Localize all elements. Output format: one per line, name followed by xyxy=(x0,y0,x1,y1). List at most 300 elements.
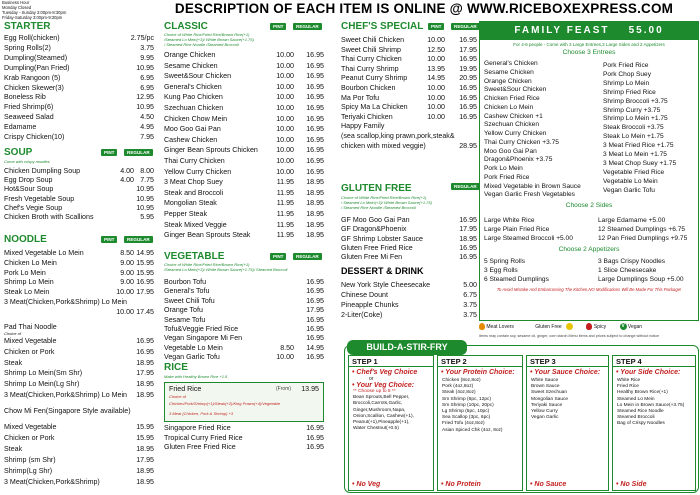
hours-line: Friday-Saturday 3:00pm-9:30pm xyxy=(2,15,63,20)
chow-mi-fen-item-name: Steak xyxy=(4,445,23,453)
starter-item-name: Boneless Rib xyxy=(4,93,46,102)
chow-mi-fen-item-price: 18.95 xyxy=(136,467,154,475)
starter-item-name: Dumpling(Pan Fried) xyxy=(4,63,70,72)
step-2-heading: STEP 2 xyxy=(438,356,522,367)
classic-item-name: Steak Mixed Veggie xyxy=(164,220,227,229)
chow-mi-fen-item-name: Chicken or Pork xyxy=(4,434,55,442)
pad-thai-item-price: 16.95 xyxy=(136,337,154,345)
entree-option: Shrimp Fried Rice xyxy=(603,88,656,96)
step-option: Pork (4oz,8oz) xyxy=(442,384,474,390)
soup-item-regular-price: 5.95 xyxy=(140,213,154,221)
step-option: Vegan Garlic xyxy=(531,415,559,421)
noodle-item-pint-price: 10.00 xyxy=(116,288,134,297)
noodle-item-pint-price: 10.00 xyxy=(116,307,134,316)
dessert-item-name: Chinese Dount xyxy=(341,291,388,299)
gluten-free-item-price: 16.95 xyxy=(459,243,477,252)
step-option: Mongolian Sauce xyxy=(531,396,569,402)
step-option: White Rice xyxy=(617,378,641,383)
starter-title: STARTER xyxy=(4,21,51,32)
step-option: Fried Tofu (4oz,8oz) xyxy=(442,421,485,427)
classic-item-pint-price: 10.00 xyxy=(276,61,294,70)
chow-mi-fen-item-name: Shrimp(Lg Shr) xyxy=(4,467,53,475)
classic-item-pint-price: 10.00 xyxy=(276,167,294,176)
dessert-item-name: New York Style Cheesecake xyxy=(341,281,431,289)
soup-item-name: Hot&Sour Soup xyxy=(4,185,54,194)
starter-item-name: Egg Roll(chicken) xyxy=(4,34,60,42)
chow-mi-fen-item-name: 3 Meat(Chicken,Pork&Shrimp) xyxy=(4,478,100,486)
classic-item-regular-price: 16.95 xyxy=(306,93,324,102)
pad-thai-item-name: Shrimp Lo Mein(Lg Shr) xyxy=(4,380,80,389)
entree-option: Steak Broccoli +3.75 xyxy=(603,124,664,132)
regular-badge: REGULAR xyxy=(451,183,480,190)
pint-badge: PINT xyxy=(428,23,444,30)
appetizer-option: 1 Slice Cheesecake xyxy=(598,267,657,274)
classic-item-pint-price: 11.95 xyxy=(276,199,294,208)
step-2-none-label: No Protein xyxy=(445,481,481,488)
classic-item-pint-price: 11.95 xyxy=(276,188,294,197)
chow-mi-fen-item-price: 17.95 xyxy=(136,456,154,464)
entree-option: Shrimp Lo Mein +1.75 xyxy=(603,115,668,123)
starter-item-name: Crispy Chicken(10) xyxy=(4,133,65,141)
side-option: Large Plain Fried Rice xyxy=(484,226,550,233)
gluten-free-note-3: / Steamed Rice Noodle /Steamed Broccoli xyxy=(341,205,416,210)
classic-item-regular-price: 18.95 xyxy=(306,220,324,229)
pint-badge: PINT xyxy=(270,23,286,30)
vegetable-note-1: Choice of White Rice/Fried Rice/Brown Rice(+1) xyxy=(164,262,250,267)
dessert-title: DESSERT & DRINK xyxy=(341,266,424,276)
step-option: Teriyaki Sauce xyxy=(531,402,563,408)
soup-item-regular-price: 8.00 xyxy=(140,167,154,175)
entree-option: Shrimp Broccoli +3.75 xyxy=(603,97,668,105)
entree-option: Vegan Garlic Fresh Vegetables xyxy=(484,191,575,199)
noodle-item-pint-price: 9.00 xyxy=(120,258,134,267)
step-1-note: ** Choose up to 5 ** xyxy=(353,389,396,394)
entree-option: Shrimp Lo Mein xyxy=(603,79,650,87)
step-option: Water Chestnut(+0.5) xyxy=(353,426,399,432)
gluten-free-item-name: Gluten Free Fried Rice xyxy=(341,243,413,252)
soup-item-regular-price: 10.95 xyxy=(136,185,154,194)
pad-thai-item-price: 18.95 xyxy=(136,358,154,367)
classic-note-2: /Steamed Lo Mein(+3)/ White Brown Sauce(+1.75) xyxy=(164,37,254,42)
build-stir-fry-title: BUILD-A-STIR-FRY xyxy=(347,340,467,355)
step-3-choice: • Your Sauce Choice: xyxy=(530,369,601,376)
classic-item-regular-price: 16.95 xyxy=(306,125,324,134)
step-option: Steamed Broccoli xyxy=(617,415,655,421)
chefs-special-item-name: Thai Curry Shrimp xyxy=(341,64,399,73)
step-2-box xyxy=(437,355,523,491)
classic-item-regular-price: 18.95 xyxy=(306,210,324,218)
starter-item-price: 6.95 xyxy=(140,73,154,82)
classic-item-name: Steak and Broccoli xyxy=(164,188,224,197)
chefs-special-item-pint-price: 10.00 xyxy=(427,93,445,102)
vegan-icon: V xyxy=(621,323,625,329)
noodle-item-name: Chicken Lo Mein xyxy=(4,258,57,267)
classic-item-pint-price: 10.00 xyxy=(276,72,294,81)
entrees-title: Choose 3 Entrees xyxy=(562,49,616,56)
classic-item-regular-price: 18.95 xyxy=(306,199,324,208)
pint-badge: PINT xyxy=(101,149,117,156)
classic-item-pint-price: 10.00 xyxy=(276,104,294,112)
pad-thai-item-name: Shrimp Lo Mein(Sm Shr) xyxy=(4,369,83,378)
chefs-special-item-regular-price: 16.95 xyxy=(459,84,477,92)
chefs-special-item-name: (sea scallop,king prawn,pork,steak& xyxy=(341,132,455,140)
legend-spicy: Spicy xyxy=(593,323,607,330)
entree-option: Chicken Lo Mein xyxy=(484,103,534,111)
classic-item-pint-price: 10.00 xyxy=(276,114,294,123)
starter-item-name: Chicken Skewer(3) xyxy=(4,83,64,92)
classic-item-pint-price: 11.95 xyxy=(276,210,294,218)
step-4-none-label: No Side xyxy=(620,481,647,488)
regular-badge: REGULAR xyxy=(124,149,153,156)
entree-option: Moo Goo Gai Pan xyxy=(484,147,537,155)
chefs-special-title: CHEF'S SPECIAL xyxy=(341,21,424,32)
step-option: Ginger,Mushroom,Napa, xyxy=(353,407,406,413)
entree-option: Vegetable Fried Rice xyxy=(603,168,665,176)
entree-option: Shrimp Curry +3.75 xyxy=(603,106,661,114)
legend-disclaimer: Items may contain soy, sesame oil, ginger, corn starch.Menu items and prices subject to change without notice xyxy=(479,334,660,338)
soup-item-name: Chicken Dumpling Soup xyxy=(4,167,81,175)
chefs-special-item-name: Bourbon Chicken xyxy=(341,84,396,92)
noodle-item-name: Shrimp Lo Mein xyxy=(4,278,54,287)
classic-item-regular-price: 16.95 xyxy=(306,167,324,176)
classic-note-3: / Steamed Rice Noodle /Steamed Broccoli xyxy=(164,42,239,47)
step-1-your-choice-label: Your Veg Choice: xyxy=(356,382,415,389)
pad-thai-item-name: Chicken or Pork xyxy=(4,347,55,356)
vegetable-item-regular-price: 14.95 xyxy=(306,343,324,352)
step-1-heading: STEP 1 xyxy=(349,356,433,367)
step-2-none: • No Protein xyxy=(441,481,481,488)
classic-item-name: Kung Pao Chicken xyxy=(164,93,223,102)
step-option: Yellow Curry xyxy=(531,409,558,415)
starter-item-price: 4.95 xyxy=(140,123,154,132)
step-option: Broccoli,Carrots,Garlic, xyxy=(353,401,403,407)
classic-item-regular-price: 18.95 xyxy=(306,178,324,187)
starter-item-name: Edamame xyxy=(4,123,37,132)
chefs-special-item-pint-price: 10.00 xyxy=(427,103,445,112)
step-option: Sea Scallop (3pc, 6pc) xyxy=(442,415,491,421)
step-4-box xyxy=(612,355,696,491)
classic-item-regular-price: 16.95 xyxy=(306,61,324,70)
entree-option: 3 Meat Lo Mein +1.75 xyxy=(603,151,667,158)
chefs-special-item-regular-price: 19.95 xyxy=(459,64,477,73)
chefs-special-item-regular-price: 28.95 xyxy=(459,141,477,150)
side-option: 12 Steamed Dumplings +6.75 xyxy=(598,226,686,233)
gluten-free-note-1: Choice of White Rice/Fried Rice/Brown Rice(+1) xyxy=(341,195,427,200)
pad-thai-item-price: 18.95 xyxy=(136,380,154,389)
entree-option: General's Chicken xyxy=(484,60,538,67)
family-feast-box xyxy=(479,21,699,321)
pad-thai-item-name: Mixed Vegetable xyxy=(4,337,57,345)
chefs-special-item-regular-price: 17.95 xyxy=(459,45,477,54)
vegetable-item-name: Orange Tofu xyxy=(164,306,203,315)
entree-option: Mixed Vegetable in Brown Sauce xyxy=(484,182,581,190)
noodle-title: NOODLE xyxy=(4,234,47,245)
step-option: Steamed Rice Noodle xyxy=(617,409,664,415)
classic-item-name: Pepper Steak xyxy=(164,210,207,218)
soup-item-name: Fresh Vegetable Soup xyxy=(4,194,75,203)
rice-note: Make with Healthy Brown Rice +1.5 xyxy=(164,374,228,379)
classic-item-name: Ginger Bean Sprouts Chicken xyxy=(164,146,258,155)
chefs-special-item-name: Sweet Chili Shrimp xyxy=(341,45,401,54)
step-2-choice-label: Your Protein Choice: xyxy=(445,369,515,376)
chefs-special-item-regular-price: 16.95 xyxy=(459,93,477,102)
starter-item-name: Seaweed Salad xyxy=(4,113,54,122)
entree-option: Pork Fried Rice xyxy=(484,173,530,181)
family-feast-header xyxy=(480,22,698,40)
hours-line: Tuesday - Sunday 3:00pm-8:30pm xyxy=(2,10,67,15)
starter-item-price: 7.95 xyxy=(140,133,154,141)
classic-item-regular-price: 16.95 xyxy=(306,51,324,59)
gluten-free-title: GLUTEN FREE xyxy=(341,183,412,194)
entree-option: Thai Curry Chicken +3.75 xyxy=(484,138,559,146)
side-option: Large Edamame +5.00 xyxy=(598,217,666,224)
step-2-choice: • Your Protein Choice: xyxy=(441,369,515,376)
entree-option: Chicken Fried Rice xyxy=(484,95,540,102)
soup-item-regular-price: 10.95 xyxy=(136,194,154,203)
chefs-special-item-pint-price: 12.50 xyxy=(427,45,445,54)
chefs-special-item-regular-price: 16.95 xyxy=(459,55,477,64)
entree-option: 3 Meat Fried Rice +1.75 xyxy=(603,142,674,150)
gluten-free-note-2: / Steamed Lo Mein(+3)/ White Brown Sauce(+1.75) xyxy=(341,200,432,205)
rice-item-price: 16.95 xyxy=(306,443,324,452)
chefs-special-item-regular-price: 16.95 xyxy=(459,112,477,121)
vegetable-item-regular-price: 16.95 xyxy=(306,296,324,305)
pad-thai-note: Choice of xyxy=(4,331,21,336)
entree-option: Dragon&Phoenix +3.75 xyxy=(484,156,553,164)
starter-item-price: 10.95 xyxy=(136,103,154,112)
classic-item-name: Chicken Chow Mein xyxy=(164,114,228,123)
pint-badge: PINT xyxy=(270,253,286,260)
vegetable-item-regular-price: 16.95 xyxy=(306,353,324,362)
dessert-item-price: 3.75 xyxy=(463,301,477,309)
noodle-item-regular-price: 14.95 xyxy=(136,249,154,257)
step-option: Sm Shrimp (10pc, 20pc) xyxy=(442,402,494,408)
fried-rice-choice-label: Choice of xyxy=(169,394,186,399)
pad-thai-item-price: 17.95 xyxy=(136,369,154,378)
fried-rice-title: Fried Rice xyxy=(169,385,202,393)
soup-item-name: Egg Drop Soup xyxy=(4,176,53,185)
side-option: Large White Rice xyxy=(484,217,535,224)
classic-item-regular-price: 16.95 xyxy=(306,72,324,81)
classic-item-pint-price: 11.95 xyxy=(276,178,294,187)
entree-option: Pork Chop Suey xyxy=(603,70,652,78)
gluten-free-icon xyxy=(566,323,573,330)
hours-line: Monday Closed xyxy=(2,5,32,10)
pint-badge: PINT xyxy=(101,236,117,243)
fried-rice-three-meat: 3 Meat (Chicken, Pork & Shrimp) +3 xyxy=(169,411,234,416)
step-4-choice-label: Your Side Choice: xyxy=(620,369,681,376)
hours-line: Business Hour xyxy=(2,0,30,5)
classic-item-name: General's Chicken xyxy=(164,82,222,91)
chefs-special-item-pint-price: 10.00 xyxy=(427,36,445,44)
entree-option: Cashew Chicken +1 xyxy=(484,112,543,120)
gluten-free-item-price: 17.95 xyxy=(459,225,477,234)
step-3-list xyxy=(527,378,608,421)
step-option: Peanut(+1),Pineapple(+1), xyxy=(353,420,410,426)
classic-item-pint-price: 11.95 xyxy=(276,220,294,229)
step-option: Fried Rice xyxy=(617,384,639,390)
classic-item-regular-price: 16.95 xyxy=(306,135,324,144)
chefs-special-item-name: Spicy Ma La Chicken xyxy=(341,103,408,112)
chefs-special-item-pint-price: 10.00 xyxy=(427,112,445,121)
family-feast-footnote: To Avoid Mistake And Embarrassing The Kitchen,NO Modifications Will Be Made For This Package! xyxy=(496,287,682,292)
classic-item-regular-price: 18.95 xyxy=(306,231,324,240)
vegetable-item-pint-price: 10.00 xyxy=(276,353,294,362)
step-option: Bag of Crispy Noodles xyxy=(617,421,665,427)
pad-thai-item-name: 3 Meat(Chicken,Pork&Shrimp) Lo Mein xyxy=(4,391,128,399)
noodle-item-name: Steak Lo Mein xyxy=(4,288,50,297)
step-3-none: • No Sauce xyxy=(530,481,567,488)
fried-rice-price: 13.95 xyxy=(301,385,319,393)
classic-item-name: Thai Curry Chicken xyxy=(164,157,225,165)
website-banner: DESCRIPTION OF EACH ITEM IS ONLINE @ WWW.RICEBOXEXPRESS.COM xyxy=(174,1,674,16)
chow-mi-fen-item-name: Mixed Vegetable xyxy=(4,423,57,431)
family-feast-title: FAMILY FEAST xyxy=(514,25,610,36)
regular-badge: REGULAR xyxy=(293,253,322,260)
chefs-special-item-name: Peanut Curry Shrimp xyxy=(341,74,408,83)
pad-thai-item-price: 18.95 xyxy=(136,391,154,399)
appetizer-option: 5 Spring Rolls xyxy=(484,258,526,265)
classic-item-name: 3 Meat Chop Suey xyxy=(164,178,223,187)
gluten-free-item-name: GF Moo Goo Gai Pan xyxy=(341,216,410,224)
noodle-item-regular-price: 16.95 xyxy=(136,278,154,287)
rice-item-price: 16.95 xyxy=(306,433,324,442)
side-option: Large Steamed Broccoli +5.00 xyxy=(484,235,573,242)
classic-item-regular-price: 16.95 xyxy=(306,104,324,112)
sides-title: Choose 2 Sides xyxy=(565,202,613,209)
chefs-special-item-name: chicken with mixed veggie) xyxy=(341,141,426,150)
entree-option: Orange Chicken xyxy=(484,77,532,85)
classic-item-name: Moo Goo Gai Pan xyxy=(164,125,221,134)
classic-title: CLASSIC xyxy=(164,21,208,32)
chow-mi-fen-item-price: 18.95 xyxy=(136,445,154,453)
vegetable-note-2: /Steamed Lo Mein(+3)/ White Brown Sauce(+1.75)/ Steamed Broccoli xyxy=(164,267,288,272)
entree-option: Vegan Garlic Tofu xyxy=(603,186,655,194)
vegetable-item-regular-price: 16.95 xyxy=(306,334,324,343)
side-option: 12 Pan Fried Dumplings +9.75 xyxy=(598,235,688,242)
noodle-item-pint-price: 9.00 xyxy=(120,268,134,277)
classic-item-pint-price: 11.95 xyxy=(276,231,294,240)
meat-lovers-icon xyxy=(479,323,485,330)
gluten-free-item-name: GF Dragon&Phoenix xyxy=(341,225,407,234)
chow-mi-fen-item-price: 15.95 xyxy=(136,423,154,431)
noodle-item-name: 3 Meat(Chicken,Pork&Shrimp) Lo Mein xyxy=(4,298,128,306)
chow-mi-fen-item-name: Shrimp (sm Shr) xyxy=(4,456,56,464)
vegetable-item-name: Sesame Tofu xyxy=(164,315,206,324)
family-feast-subtitle: For 4-6 people - Come with 3 Large Entrees,2 Large Sides and 2 Appetizers xyxy=(513,42,665,47)
soup-title: SOUP xyxy=(4,147,33,158)
noodle-item-name: Mixed Vegetable Lo Mein xyxy=(4,249,84,257)
entree-option: Szechuan Chicken xyxy=(484,121,539,129)
vegetable-item-name: Vegan Garlic Tofu xyxy=(164,353,220,362)
family-feast-price: 55.00 xyxy=(628,25,664,36)
legend-vegan: Vegan xyxy=(627,323,643,330)
legend-gluten-free: Gluten Free xyxy=(535,323,562,330)
appetizer-option: 3 Bags Crispy Noodles xyxy=(598,258,666,265)
soup-item-regular-price: 7.75 xyxy=(140,176,154,185)
entree-option: Sesame Chicken xyxy=(484,68,534,76)
chefs-special-item-name: Ma Por Tofu xyxy=(341,93,380,102)
classic-item-name: Yellow Curry Chicken xyxy=(164,167,232,176)
classic-item-name: Ginger Bean Sprouts Steak xyxy=(164,231,251,240)
soup-item-pint-price: 4.00 xyxy=(120,167,134,175)
pad-thai-title: Pad Thai Noodle xyxy=(4,323,57,331)
soup-item-regular-price: 10.95 xyxy=(136,203,154,212)
classic-item-name: Szechuan Chicken xyxy=(164,104,224,112)
step-option: Sweet Szechuan xyxy=(531,390,568,396)
fried-rice-choices: Chicken/Pork/Shrimp(+1)/Steak(+2)/King Prawn(+4)/Vegetable xyxy=(169,401,281,406)
vegetable-item-name: Vegan Singapore Mi Fen xyxy=(164,334,243,343)
soup-item-name: Chicken Broth with Scallions xyxy=(4,213,94,221)
classic-item-pint-price: 10.00 xyxy=(276,135,294,144)
chefs-special-item-pint-price: 14.95 xyxy=(427,74,445,83)
chefs-special-item-name: Happy Family xyxy=(341,122,385,131)
entree-option: Pork Fried Rice xyxy=(603,62,649,69)
vegetable-item-name: Bourbon Tofu xyxy=(164,278,207,286)
step-3-heading: STEP 3 xyxy=(527,356,608,367)
step-option: Lg Shrimp (5pc, 10pc) xyxy=(442,409,490,415)
classic-item-pint-price: 10.00 xyxy=(276,51,294,59)
starter-item-price: 3.75 xyxy=(140,43,154,52)
chefs-special-item-pint-price: 10.00 xyxy=(427,84,445,92)
step-1-your-choice: • Your Veg Choice: xyxy=(352,382,415,389)
starter-item-price: 12.95 xyxy=(136,93,154,102)
gluten-free-item-price: 16.95 xyxy=(459,253,477,262)
step-option: Healthy Brown Rice(+1) xyxy=(617,390,668,396)
classic-item-pint-price: 10.00 xyxy=(276,146,294,155)
vegetable-item-name: Vegetable Lo Mein xyxy=(164,343,223,352)
vegetable-item-name: Sweet Chili Tofu xyxy=(164,296,215,305)
rice-title: RICE xyxy=(164,362,188,373)
chefs-special-item-name: Sweet Chili Chicken xyxy=(341,36,405,44)
starter-item-name: Spring Rolls(2) xyxy=(4,43,51,52)
classic-item-regular-price: 16.95 xyxy=(306,82,324,91)
noodle-item-regular-price: 17.45 xyxy=(136,307,154,316)
step-3-none-label: No Sauce xyxy=(534,481,567,488)
regular-badge: REGULAR xyxy=(293,23,322,30)
entree-option: 3 Meat Chop Suey +1.75 xyxy=(603,159,677,167)
classic-item-regular-price: 16.95 xyxy=(306,114,324,123)
noodle-item-name: Pork Lo Mein xyxy=(4,268,46,277)
legend-meat-lovers: Meat Lovers xyxy=(486,323,514,330)
chefs-special-item-pint-price: 13.95 xyxy=(427,64,445,73)
entree-option: Pork Lo Mein xyxy=(484,165,523,172)
chefs-special-item-pint-price: 10.00 xyxy=(427,55,445,64)
vegetable-title: VEGETABLE xyxy=(164,251,225,262)
regular-badge: REGULAR xyxy=(451,23,480,30)
step-4-list xyxy=(613,378,695,428)
step-1-or: or xyxy=(369,376,374,382)
classic-item-name: Orange Chicken xyxy=(164,51,216,59)
rice-item-name: Singapore Fried Rice xyxy=(164,424,231,432)
starter-item-price: 6.95 xyxy=(140,83,154,92)
step-1-box xyxy=(348,355,434,491)
noodle-item-regular-price: 15.95 xyxy=(136,268,154,277)
classic-item-pint-price: 10.00 xyxy=(276,93,294,102)
pad-thai-item-price: 16.95 xyxy=(136,347,154,356)
starter-item-price: 4.50 xyxy=(140,113,154,122)
vegetable-item-name: Tofu&Veggie Fried Rice xyxy=(164,325,239,333)
chow-mi-fen-item-price: 15.95 xyxy=(136,434,154,442)
starter-item-name: Fried Shrimp(6) xyxy=(4,103,54,112)
gluten-free-item-price: 18.95 xyxy=(459,234,477,243)
rice-item-name: Tropical Curry Fried Rice xyxy=(164,433,243,442)
soup-item-name: Chef's Vegie Soup xyxy=(4,203,63,212)
appetizer-option: Large Dumplings Soup +5.00 xyxy=(598,276,684,283)
step-option: Chicken (8oz,8oz) xyxy=(442,378,481,383)
gluten-free-item-name: Gluten Free Mi Fen xyxy=(341,253,403,262)
classic-item-name: Mongolian Steak xyxy=(164,199,217,208)
